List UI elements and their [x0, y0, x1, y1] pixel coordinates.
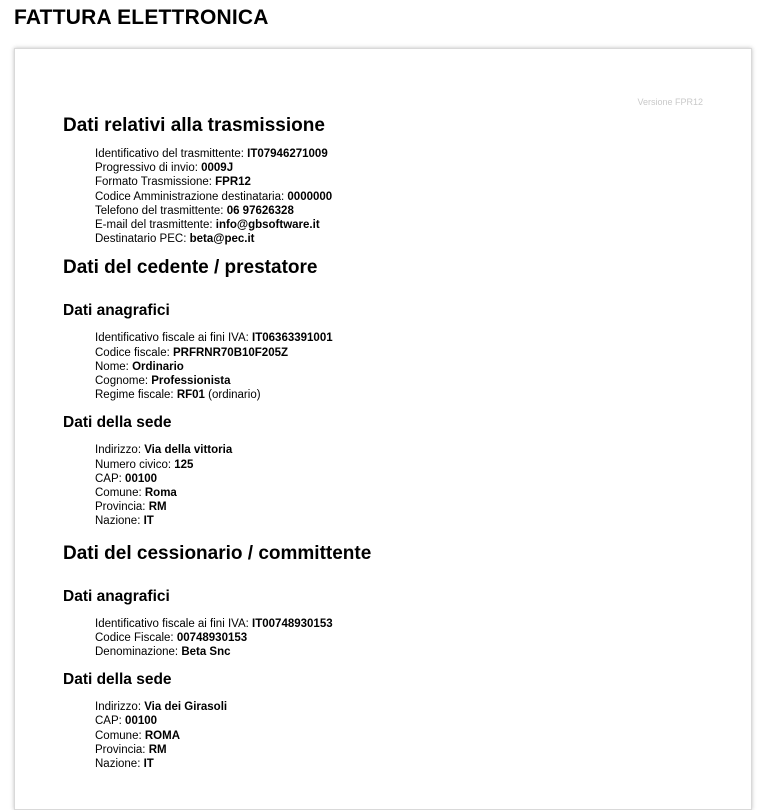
- trasmissione-fields: [95, 147, 731, 246]
- field-value: 0000000: [287, 190, 333, 203]
- field-row: [95, 204, 731, 218]
- field-row: [95, 645, 731, 659]
- field-value: info@gbsoftware.it: [215, 219, 320, 232]
- field-value: Via dei Girasoli: [144, 701, 228, 714]
- field-row: [95, 443, 731, 457]
- field-label: Identificativo fiscale ai fini IVA:: [95, 332, 253, 345]
- field-label: Identificativo fiscale ai fini IVA:: [95, 617, 253, 630]
- field-row: [95, 232, 731, 246]
- field-row: [95, 346, 731, 360]
- field-value: 00100: [125, 472, 158, 485]
- field-row: [95, 388, 731, 402]
- subheading-cessionario-anagrafici: Dati anagrafici: [63, 587, 170, 605]
- field-row: [95, 500, 731, 514]
- field-label: Cognome:: [95, 375, 152, 388]
- page-title: FATTURA ELETTRONICA: [14, 6, 269, 29]
- field-row: [95, 714, 731, 728]
- cessionario-anagrafici-fields: [95, 617, 731, 660]
- field-label: Identificativo del trasmittente:: [95, 148, 248, 160]
- invoice-content: [63, 115, 731, 771]
- field-label: Denominazione:: [95, 646, 182, 659]
- field-label: E-mail del trasmittente:: [95, 219, 216, 232]
- cedente-sede-fields: [95, 443, 731, 528]
- field-row: [95, 190, 731, 204]
- field-value: RF01: [176, 389, 205, 402]
- field-label: Progressivo di invio:: [95, 162, 202, 175]
- field-value: IT: [143, 758, 154, 771]
- field-label: Comune:: [95, 487, 145, 500]
- field-row: [95, 757, 731, 771]
- field-row: [95, 147, 731, 161]
- field-label: Telefono del trasmittente:: [95, 204, 227, 217]
- field-value: 06 97626328: [226, 204, 294, 217]
- field-row: [95, 631, 731, 645]
- field-label: Comune:: [95, 729, 145, 742]
- field-value: IT: [143, 515, 154, 528]
- version-label: Versione FPR12: [637, 97, 703, 107]
- field-value: FPR12: [215, 176, 251, 189]
- field-value: 00100: [125, 715, 158, 728]
- field-value: beta@pec.it: [189, 233, 255, 246]
- field-value: Roma: [144, 487, 177, 500]
- field-value: Ordinario: [132, 360, 184, 373]
- cedente-anagrafici-fields: [95, 331, 731, 402]
- field-row: [95, 360, 731, 374]
- field-row: [95, 486, 731, 500]
- subheading-cedente-sede: Dati della sede: [63, 414, 172, 432]
- field-label: CAP:: [95, 472, 126, 485]
- field-value: RM: [148, 501, 167, 514]
- field-row: [95, 218, 731, 232]
- invoice-sheet: [14, 48, 752, 810]
- field-label: Destinatario PEC:: [95, 233, 190, 246]
- field-row: [95, 161, 731, 175]
- field-value: ROMA: [144, 729, 180, 742]
- field-row: [95, 331, 731, 345]
- field-row: [95, 514, 731, 528]
- field-label: CAP:: [95, 715, 126, 728]
- field-label: Indirizzo:: [95, 701, 145, 714]
- field-row: [95, 743, 731, 757]
- field-value: PRFRNR70B10F205Z: [172, 346, 289, 359]
- cessionario-sede-fields: [95, 700, 731, 771]
- subheading-cedente-anagrafici: Dati anagrafici: [63, 302, 170, 320]
- field-row: [95, 617, 731, 631]
- section-heading-trasmissione: Dati relativi alla trasmissione: [63, 115, 325, 136]
- field-value: Beta Snc: [181, 646, 231, 659]
- field-value: IT06363391001: [252, 332, 333, 345]
- field-value: 00748930153: [176, 631, 248, 644]
- field-value: 125: [174, 458, 194, 471]
- field-suffix: (ordinario): [204, 389, 261, 402]
- field-label: Indirizzo:: [95, 444, 145, 457]
- field-label: Formato Trasmissione:: [95, 176, 216, 189]
- section-heading-cedente: Dati del cedente / prestatore: [63, 257, 318, 279]
- field-value: 0009J: [201, 162, 234, 175]
- field-label: Numero civico:: [95, 458, 175, 471]
- field-label: Nazione:: [95, 515, 144, 528]
- field-label: Regime fiscale:: [95, 389, 177, 402]
- field-value: Professionista: [151, 375, 231, 388]
- field-row: [95, 175, 731, 189]
- section-heading-cessionario: Dati del cessionario / committente: [63, 542, 372, 564]
- field-label: Provincia:: [95, 501, 149, 514]
- subheading-cessionario-sede: Dati della sede: [63, 671, 172, 689]
- field-label: Codice Amministrazione destinataria:: [95, 190, 288, 203]
- field-value: RM: [148, 743, 167, 756]
- field-label: Codice Fiscale:: [95, 631, 177, 644]
- field-row: [95, 374, 731, 388]
- field-row: [95, 458, 731, 472]
- field-value: Via della vittoria: [144, 444, 233, 457]
- field-row: [95, 729, 731, 743]
- field-label: Codice fiscale:: [95, 346, 173, 359]
- field-value: IT00748930153: [252, 617, 333, 630]
- field-row: [95, 472, 731, 486]
- field-label: Nome:: [95, 360, 133, 373]
- field-label: Nazione:: [95, 758, 144, 771]
- field-label: Provincia:: [95, 743, 149, 756]
- field-row: [95, 700, 731, 714]
- field-value: IT07946271009: [247, 148, 328, 160]
